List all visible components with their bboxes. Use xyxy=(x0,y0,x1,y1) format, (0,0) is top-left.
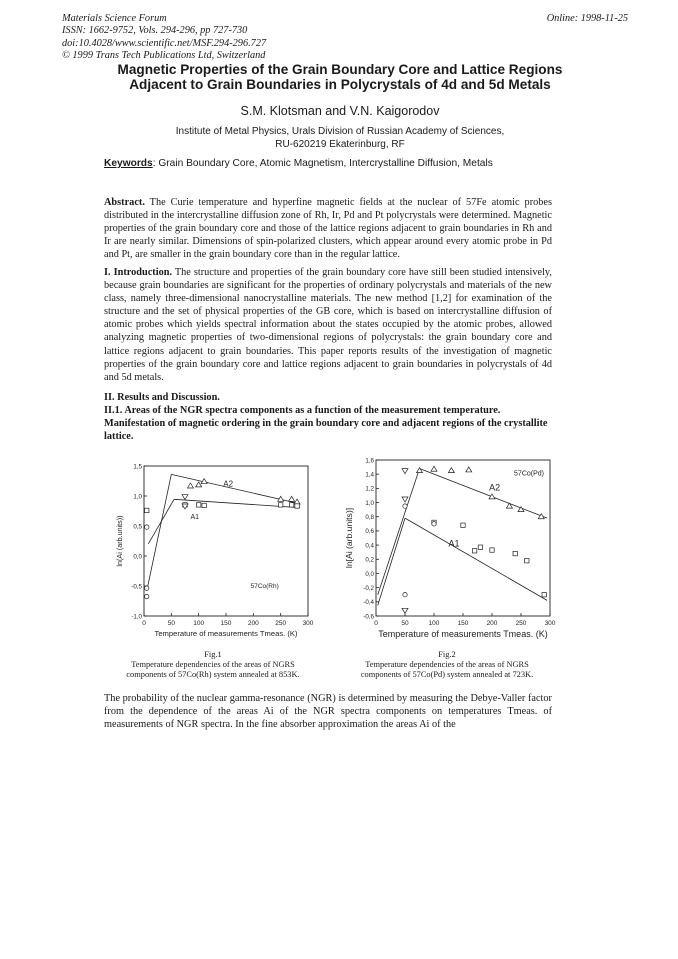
keywords-text: : Grain Boundary Core, Atomic Magnetism, Intercrystalline Diffusion, Metals xyxy=(152,158,493,169)
y-tick-label: 1,0 xyxy=(133,493,142,501)
data-point-triangle-down xyxy=(402,497,408,502)
x-tick-label: 100 xyxy=(193,620,205,627)
y-tick-label: -0,2 xyxy=(363,584,374,592)
data-point-square xyxy=(472,549,476,553)
x-axis-label: Temperature of measurements Tmeas. (K) xyxy=(378,629,548,639)
abstract xyxy=(104,196,552,261)
copyright: © 1999 Trans Tech Publications Ltd, Switzerland xyxy=(62,49,266,61)
doi: doi:10.4028/www.scientific.net/MSF.294-296.727 xyxy=(62,37,267,49)
figure-2-caption-line2: components of 57Co(Pd) system annealed at 723K. xyxy=(360,670,534,679)
data-point-square xyxy=(478,545,482,549)
figure-1-chart xyxy=(104,458,322,648)
fit-line xyxy=(378,469,420,595)
fit-line xyxy=(148,499,174,543)
data-point-triangle xyxy=(538,514,544,519)
abstract-label: Abstract. xyxy=(104,197,145,208)
y-tick-label: 1,5 xyxy=(133,463,142,471)
abstract-text: The Curie temperature and hyperfine magnetic fields at the nuclear of 57Fe atomic probes distributed in the intercrystalline diffusion zone of Rh, Ir, Pd and Pt polycrystals were determined. Magnetic properties of the grain boundary core and those of the lattice regions adjacent to grain boundaries in Rh and Ir are nearly similar. Dimensions of spin-polarized clusters, which appear around every atomic probe in Pd and Pt, are smaller in the grain boundary core than in the regular lattice. xyxy=(104,197,552,261)
figure-1-caption-title: Fig.1 xyxy=(204,650,222,659)
data-point-square xyxy=(196,503,200,507)
figure-1-caption-line2: components of 57Co(Rh) system annealed at 853K. xyxy=(126,670,300,679)
figure-1-caption xyxy=(104,650,322,680)
paper-title-line2: Adjacent to Grain Boundaries in Polycrystals of 4d and 5d Metals xyxy=(129,77,551,92)
y-tick-label: 1,4 xyxy=(365,471,374,479)
y-tick-label: 1,2 xyxy=(365,485,374,493)
x-tick-label: 250 xyxy=(515,620,527,627)
figure-2-caption-line1: Temperature dependencies of the areas of NGRS xyxy=(365,660,529,669)
x-tick-label: 0 xyxy=(142,620,146,627)
x-tick-label: 0 xyxy=(374,620,378,627)
data-point-triangle xyxy=(466,467,472,472)
y-tick-label: 0,2 xyxy=(365,556,374,564)
data-point-triangle xyxy=(506,503,512,508)
y-tick-label: 0,0 xyxy=(365,570,374,578)
section-subheading: II.1. Areas of the NGR spectra components as a function of the measurement temperature. Manifestation of magnetic ordering in the grain boundary core and adjacent regions of the crystallite lattice. xyxy=(104,405,548,442)
data-point-triangle xyxy=(289,496,295,501)
data-point-triangle xyxy=(431,466,437,471)
data-point-triangle xyxy=(196,482,202,487)
y-tick-label: 1,0 xyxy=(365,499,374,507)
data-point-square xyxy=(525,558,529,562)
y-axis-label: ln[Ai (arb.units)] xyxy=(344,507,354,569)
data-point-square xyxy=(289,503,293,507)
x-tick-label: 100 xyxy=(428,620,440,627)
data-point-triangle xyxy=(489,494,495,499)
data-point-triangle xyxy=(448,468,454,473)
figure-1-caption-line1: Temperature dependencies of the areas of NGRS xyxy=(131,660,295,669)
x-tick-label: 300 xyxy=(544,620,556,627)
online-date: Online: 1998-11-25 xyxy=(546,13,628,24)
keywords xyxy=(104,158,493,169)
data-point-circle xyxy=(403,504,407,508)
affiliation-line1: Institute of Metal Physics, Urals Division of Russian Academy of Sciences, xyxy=(175,126,505,137)
affiliation xyxy=(60,126,620,151)
x-tick-label: 250 xyxy=(275,620,287,627)
annotation-a2: A2 xyxy=(489,482,501,493)
annotation-sample: 57Co(Rh) xyxy=(250,583,279,591)
x-tick-label: 200 xyxy=(247,620,259,627)
x-tick-label: 50 xyxy=(167,620,175,627)
data-point-square xyxy=(490,548,494,552)
data-point-square xyxy=(145,508,149,512)
y-tick-label: 0,0 xyxy=(133,553,142,561)
data-point-square xyxy=(542,593,546,597)
annotation-a1: A1 xyxy=(190,513,200,521)
figure-2-chart xyxy=(334,452,560,648)
y-tick-label: -0,5 xyxy=(131,583,142,591)
data-point-square xyxy=(202,503,206,507)
data-point-circle xyxy=(145,594,149,598)
y-axis-label: ln(Ai (arb.units)) xyxy=(115,515,124,567)
x-axis-label: Temperature of measurements Tmeas. (K) xyxy=(154,629,298,638)
fit-line xyxy=(378,518,405,605)
authors: S.M. Klotsman and V.N. Kaigorodov xyxy=(240,104,440,118)
intro-text: The structure and properties of the grain boundary core have still been studied intensively, because grain boundaries are significant for the properties of ordinary polycrystals and materials of the new class, namely three-dimensional nanocrystalline materials. The new method [1,2] for examination of the structure and the set of physical properties of the GB core, which is based on intercrystalline diffusion of atomic probes which yields spectral information about the states occupied by the atomic probes, allowed analyzing magnetic properties of two-dimensional regions of polycrystals: the grain boundary core and lattice regions adjacent to grain boundaries. This paper reports results of the investigation of magnetic properties of the grain boundary core and lattice regions adjacent to grain boundaries in polycrystals of 4d and 5d metals. xyxy=(104,267,552,383)
annotation-a2: A2 xyxy=(223,479,234,489)
figure-2-caption xyxy=(334,650,560,680)
data-point-triangle xyxy=(417,468,423,473)
y-tick-label: -0,4 xyxy=(363,599,374,607)
figure-2-caption-title: Fig.2 xyxy=(438,650,456,659)
annotation-a1: A1 xyxy=(448,538,460,549)
paper-title-line1: Magnetic Properties of the Grain Boundary Core and Lattice Regions xyxy=(117,62,563,77)
journal-name: Materials Science Forum xyxy=(62,13,167,24)
y-tick-label: 0,6 xyxy=(365,528,374,536)
affiliation-line2: RU-620219 Ekaterinburg, RF xyxy=(275,138,405,150)
x-tick-label: 300 xyxy=(302,620,314,627)
x-tick-label: 50 xyxy=(401,620,409,627)
data-point-circle xyxy=(403,593,407,597)
data-point-circle xyxy=(145,525,149,529)
closing-paragraph: The probability of the nuclear gamma-resonance (NGR) is determined by measuring the Debye-Valler factor from the dependence of the areas Ai of the NGR spectra components on temperatures Tmeas. of measurements of NGR spectra. In the fine absorber approximation the areas Ai of the xyxy=(104,693,552,731)
journal-header xyxy=(62,13,266,62)
data-point-triangle-down xyxy=(402,608,408,613)
x-tick-label: 200 xyxy=(486,620,498,627)
data-point-square xyxy=(295,504,299,508)
data-point-square xyxy=(278,503,282,507)
keywords-label: Keywords xyxy=(104,158,153,169)
data-point-square xyxy=(513,551,517,555)
data-point-triangle-down xyxy=(402,469,408,474)
plot-frame xyxy=(376,460,550,616)
y-tick-label: 0,8 xyxy=(365,514,374,522)
issn: ISSN: 1662-9752, Vols. 294-296, pp 727-730 xyxy=(62,25,248,37)
y-tick-label: 0,4 xyxy=(365,542,374,550)
x-tick-label: 150 xyxy=(457,620,469,627)
section-heading: II. Results and Discussion. xyxy=(104,392,220,403)
y-tick-label: 1,6 xyxy=(365,457,374,465)
annotation-sample: 57Co(Pd) xyxy=(514,470,545,478)
fit-line xyxy=(147,474,172,591)
y-tick-label: 0,5 xyxy=(133,523,142,531)
introduction xyxy=(104,266,552,384)
data-point-square xyxy=(461,523,465,527)
y-tick-label: -0,6 xyxy=(363,613,374,621)
data-point-triangle xyxy=(187,483,193,488)
x-tick-label: 150 xyxy=(220,620,232,627)
y-tick-label: -1,0 xyxy=(131,613,142,621)
data-point-circle xyxy=(145,586,149,590)
intro-label: I. Introduction. xyxy=(104,267,173,278)
data-point-circle xyxy=(432,522,436,526)
data-point-triangle-down xyxy=(182,495,188,500)
